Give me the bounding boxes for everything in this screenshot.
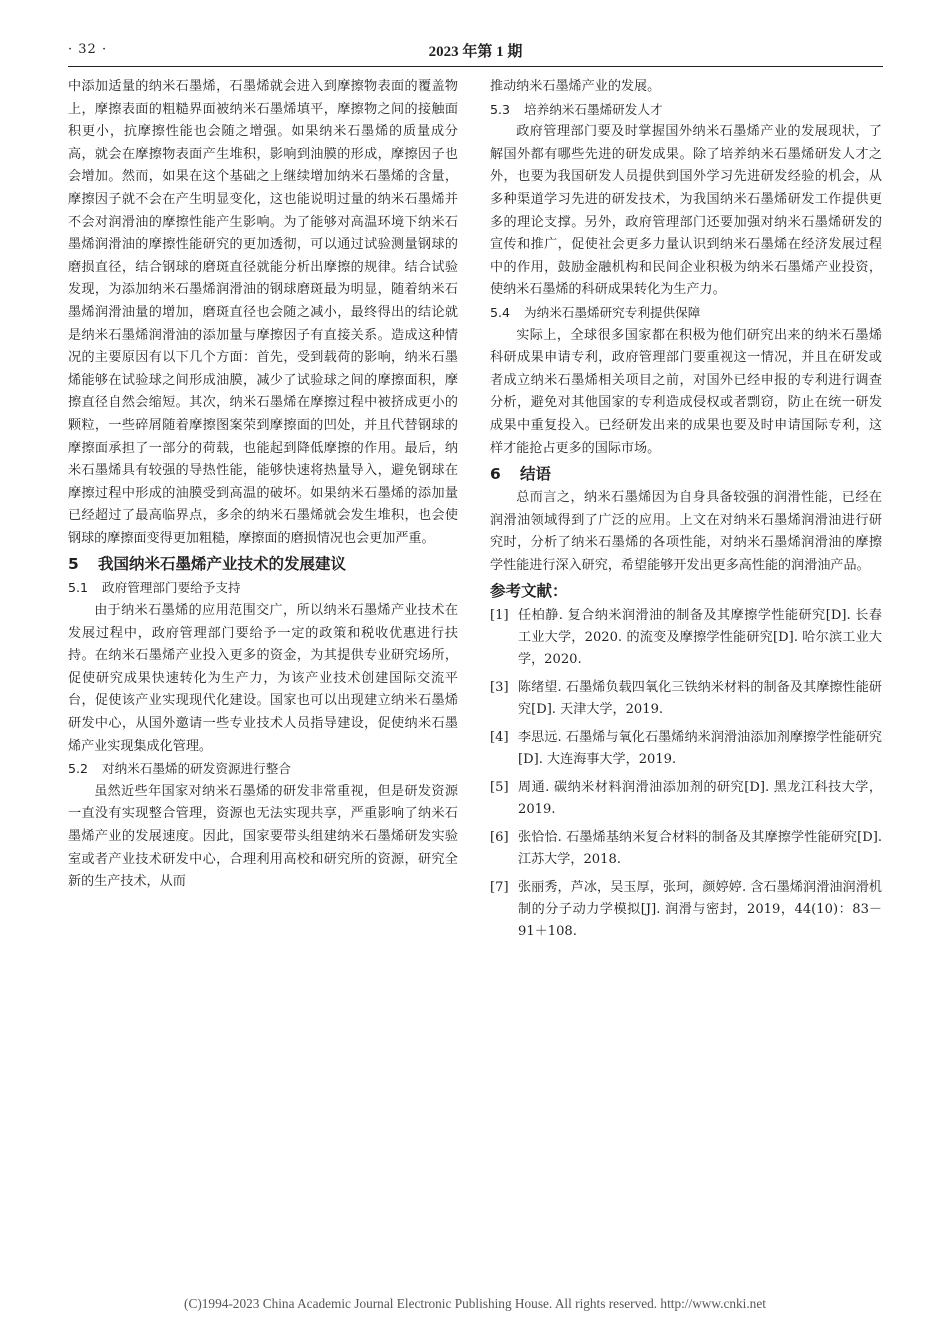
section-number: 6 bbox=[490, 465, 501, 484]
reference-number: [4] bbox=[490, 730, 509, 746]
copyright-footer: (C)1994-2023 China Academic Journal Electronic Publishing House. All rights reserved. http://www.cnki.net bbox=[184, 1296, 766, 1311]
subsection-title: 培养纳米石墨烯研发人才 bbox=[524, 101, 663, 117]
subsection-title: 对纳米石墨烯的研发资源进行整合 bbox=[102, 761, 291, 777]
body-paragraph: 中添加适量的纳米石墨烯，石墨烯就会进入到摩擦物表面的覆盖物上，摩擦表面的粗糙界面被纳米石墨烯填平，摩擦物之间的接触面积更小，抗摩擦性能也会随之增强。如果纳米石墨烯的质量成分高，就会在摩擦物表面产生堆积，影响到油膜的形成，摩擦因子也会增加。然而，如果在这个基础之上继续增加纳米石墨烯的含量，摩擦因子就不会在产生明显变化，这也能说明过量的纳米石墨烯并不会对润滑油的摩擦性能产生影响。为了能够对高温环境下纳米石墨烯润滑油的摩擦性能研究的更加透彻，可以通过试验测量钢球的磨损直径，结合钢球的磨斑直径就能分析出摩擦的规律。结合试验发现，为添加纳米石墨烯润滑油的钢球磨斑最为明显，随着纳米石墨烯润滑油量的增加，磨斑直径也会随之减小，最终得出的结论就是纳米石墨烯润滑油的添加量与摩擦因子有直接关系。造成这种情况的主要原因有以下几个方面：首先，受到载荷的影响，纳米石墨烯能够在试验球之间形成油膜，减少了试验球之间的摩擦面积，摩擦直径自然会缩短。其次，纳米石墨烯在摩擦过程中被挤成更小的颗粒，一些碎屑随着摩擦图案荣到摩擦面的凹处，并且代替钢球的摩擦面承担了一部分的荷载，也能起到降低摩擦的作用。最后，纳米石墨烯具有较强的导热性能，能够快速将热量导入，避免钢球在摩擦过程中形成的油膜受到高温的破坏。如果纳米石墨烯的添加量已经超过了最高临界点，多余的纳米石墨烯就会发生堆积，也会使钢球的摩擦面变得更加粗糙，摩擦面的磨损情况也会更加严重。 bbox=[68, 79, 458, 546]
reference-number: [5] bbox=[490, 780, 509, 796]
reference-item bbox=[490, 877, 882, 943]
section-title: 我国纳米石墨烯产业技术的发展建议 bbox=[98, 555, 347, 574]
reference-text: 周通. 碳纳米材料润滑油添加剂的研究[D]. 黑龙江科技大学，2019. bbox=[518, 780, 882, 818]
subsection-number: 5.2 bbox=[68, 761, 89, 777]
subsection-title: 为纳米石墨烯研究专利提供保障 bbox=[524, 304, 701, 320]
reference-number: [1] bbox=[490, 608, 509, 624]
body-paragraph: 由于纳米石墨烯的应用范围交广，所以纳米石墨烯产业技术在发展过程中，政府管理部门要给予一定的政策和税收优惠进行扶持。在纳米石墨烯产业投入更多的资金，为其提供专业研究场所，促使研究成果快速转化为生产力，为该产业技术创建国际交流平台，促使该产业实现现代化建设。国家也可以出现建立纳米石墨烯研发中心，从国外邀请一些专业技术人员指导建设，促使纳米石墨烯产业实现集成化管理。 bbox=[68, 603, 458, 754]
reference-list bbox=[490, 605, 882, 943]
section-heading-5 bbox=[68, 552, 458, 576]
subsection-heading-5-1 bbox=[68, 577, 458, 600]
section-number: 5 bbox=[68, 555, 79, 574]
body-paragraph: 推动纳米石墨烯产业的发展。 bbox=[490, 79, 661, 94]
page-number: · 32 · bbox=[68, 42, 108, 57]
body-paragraph: 总而言之，纳米石墨烯因为自身具备较强的润滑性能，已经在润滑油领域得到了广泛的应用。上文在对纳米石墨烯润滑油进行研究时，分析了纳米石墨烯的各项性能，对纳米石墨烯润滑油的摩擦学性能进行深入研究，希望能够开发出更多高性能的润滑油产品。 bbox=[490, 490, 882, 573]
reference-item bbox=[490, 777, 882, 821]
subsection-heading-5-3 bbox=[490, 99, 882, 122]
body-paragraph: 实际上，全球很多国家都在积极为他们研究出来的纳米石墨烯科研成果申请专利，政府管理部门要重视这一情况，并且在研发或者成立纳米石墨烯相关项目之前，对国外已经申报的专利进行调查分析，避免对其他国家的专利造成侵权或者剽窃，防止在统一研发成果中重复投入。已经研发出来的成果也要及时申请国际专利，这样才能抢占更多的国际市场。 bbox=[490, 327, 882, 456]
body-paragraph: 政府管理部门要及时掌握国外纳米石墨烯产业的发展现状，了解国外都有哪些先进的研发成果。除了培养纳米石墨烯研发人才之外，也要为我国研发人员提供到国外学习先进研发经验的机会，从多种渠道学习先进的研发技术，为我国纳米石墨烯研发工作提供更多的理论支撑。另外，政府管理部门还要加强对纳米石墨烯研发的宣传和推广，促使社会更多力量认识到纳米石墨烯在经济发展过程中的作用，鼓励金融机构和民间企业积极为纳米石墨烯产业投资，使纳米石墨烯的科研成果转化为生产力。 bbox=[490, 124, 882, 298]
references-heading: 参考文献： bbox=[490, 582, 568, 601]
subsection-title: 政府管理部门要给予支持 bbox=[102, 580, 241, 596]
running-header bbox=[68, 40, 883, 66]
reference-item bbox=[490, 605, 882, 671]
subsection-heading-5-2 bbox=[68, 758, 458, 781]
reference-text: 张恰恰. 石墨烯基纳米复合材料的制备及其摩擦学性能研究[D]. 江苏大学，2018. bbox=[518, 830, 882, 868]
reference-item bbox=[490, 727, 882, 771]
reference-number: [7] bbox=[490, 880, 509, 896]
subsection-number: 5.3 bbox=[490, 101, 511, 117]
left-column bbox=[68, 76, 458, 894]
reference-number: [3] bbox=[490, 680, 509, 696]
subsection-heading-5-4 bbox=[490, 302, 882, 325]
section-title: 结语 bbox=[520, 465, 552, 484]
right-column bbox=[490, 76, 882, 949]
subsection-number: 5.1 bbox=[68, 580, 89, 596]
reference-text: 张丽秀，芦冰，吴玉厚，张珂，颜婷婷. 含石墨烯润滑油润滑机制的分子动力学模拟[J]. 润滑与密封，2019，44(10)：83－91＋108. bbox=[518, 880, 882, 940]
subsection-number: 5.4 bbox=[490, 304, 511, 320]
header-rule bbox=[68, 66, 883, 67]
body-paragraph: 虽然近些年国家对纳米石墨烯的研发非常重视，但是研发资源一直没有实现整合管理，资源也无法实现共享，严重影响了纳米石墨烯产业的发展速度。因此，国家要带头组建纳米石墨烯研发实验室或者产业技术研发中心，合理利用高校和研究所的资源，研究全新的生产技术，从而 bbox=[68, 783, 458, 890]
reference-text: 陈绪望. 石墨烯负载四氧化三铁纳米材料的制备及其摩擦性能研究[D]. 天津大学，2019. bbox=[518, 680, 882, 718]
reference-number: [6] bbox=[490, 830, 509, 846]
reference-text: 李思远. 石墨烯与氧化石墨烯纳米润滑油添加剂摩擦学性能研究[D]. 大连海事大学，2019. bbox=[518, 730, 882, 768]
reference-item bbox=[490, 677, 882, 721]
section-heading-6 bbox=[490, 462, 882, 486]
journal-issue: 2023 年第 1 期 bbox=[428, 44, 523, 60]
reference-item bbox=[490, 827, 882, 871]
reference-text: 任柏静. 复合纳米润滑油的制备及其摩擦学性能研究[D]. 长春工业大学，2020. 的流变及摩擦学性能研究[D]. 哈尔滨工业大学，2020. bbox=[518, 608, 882, 668]
